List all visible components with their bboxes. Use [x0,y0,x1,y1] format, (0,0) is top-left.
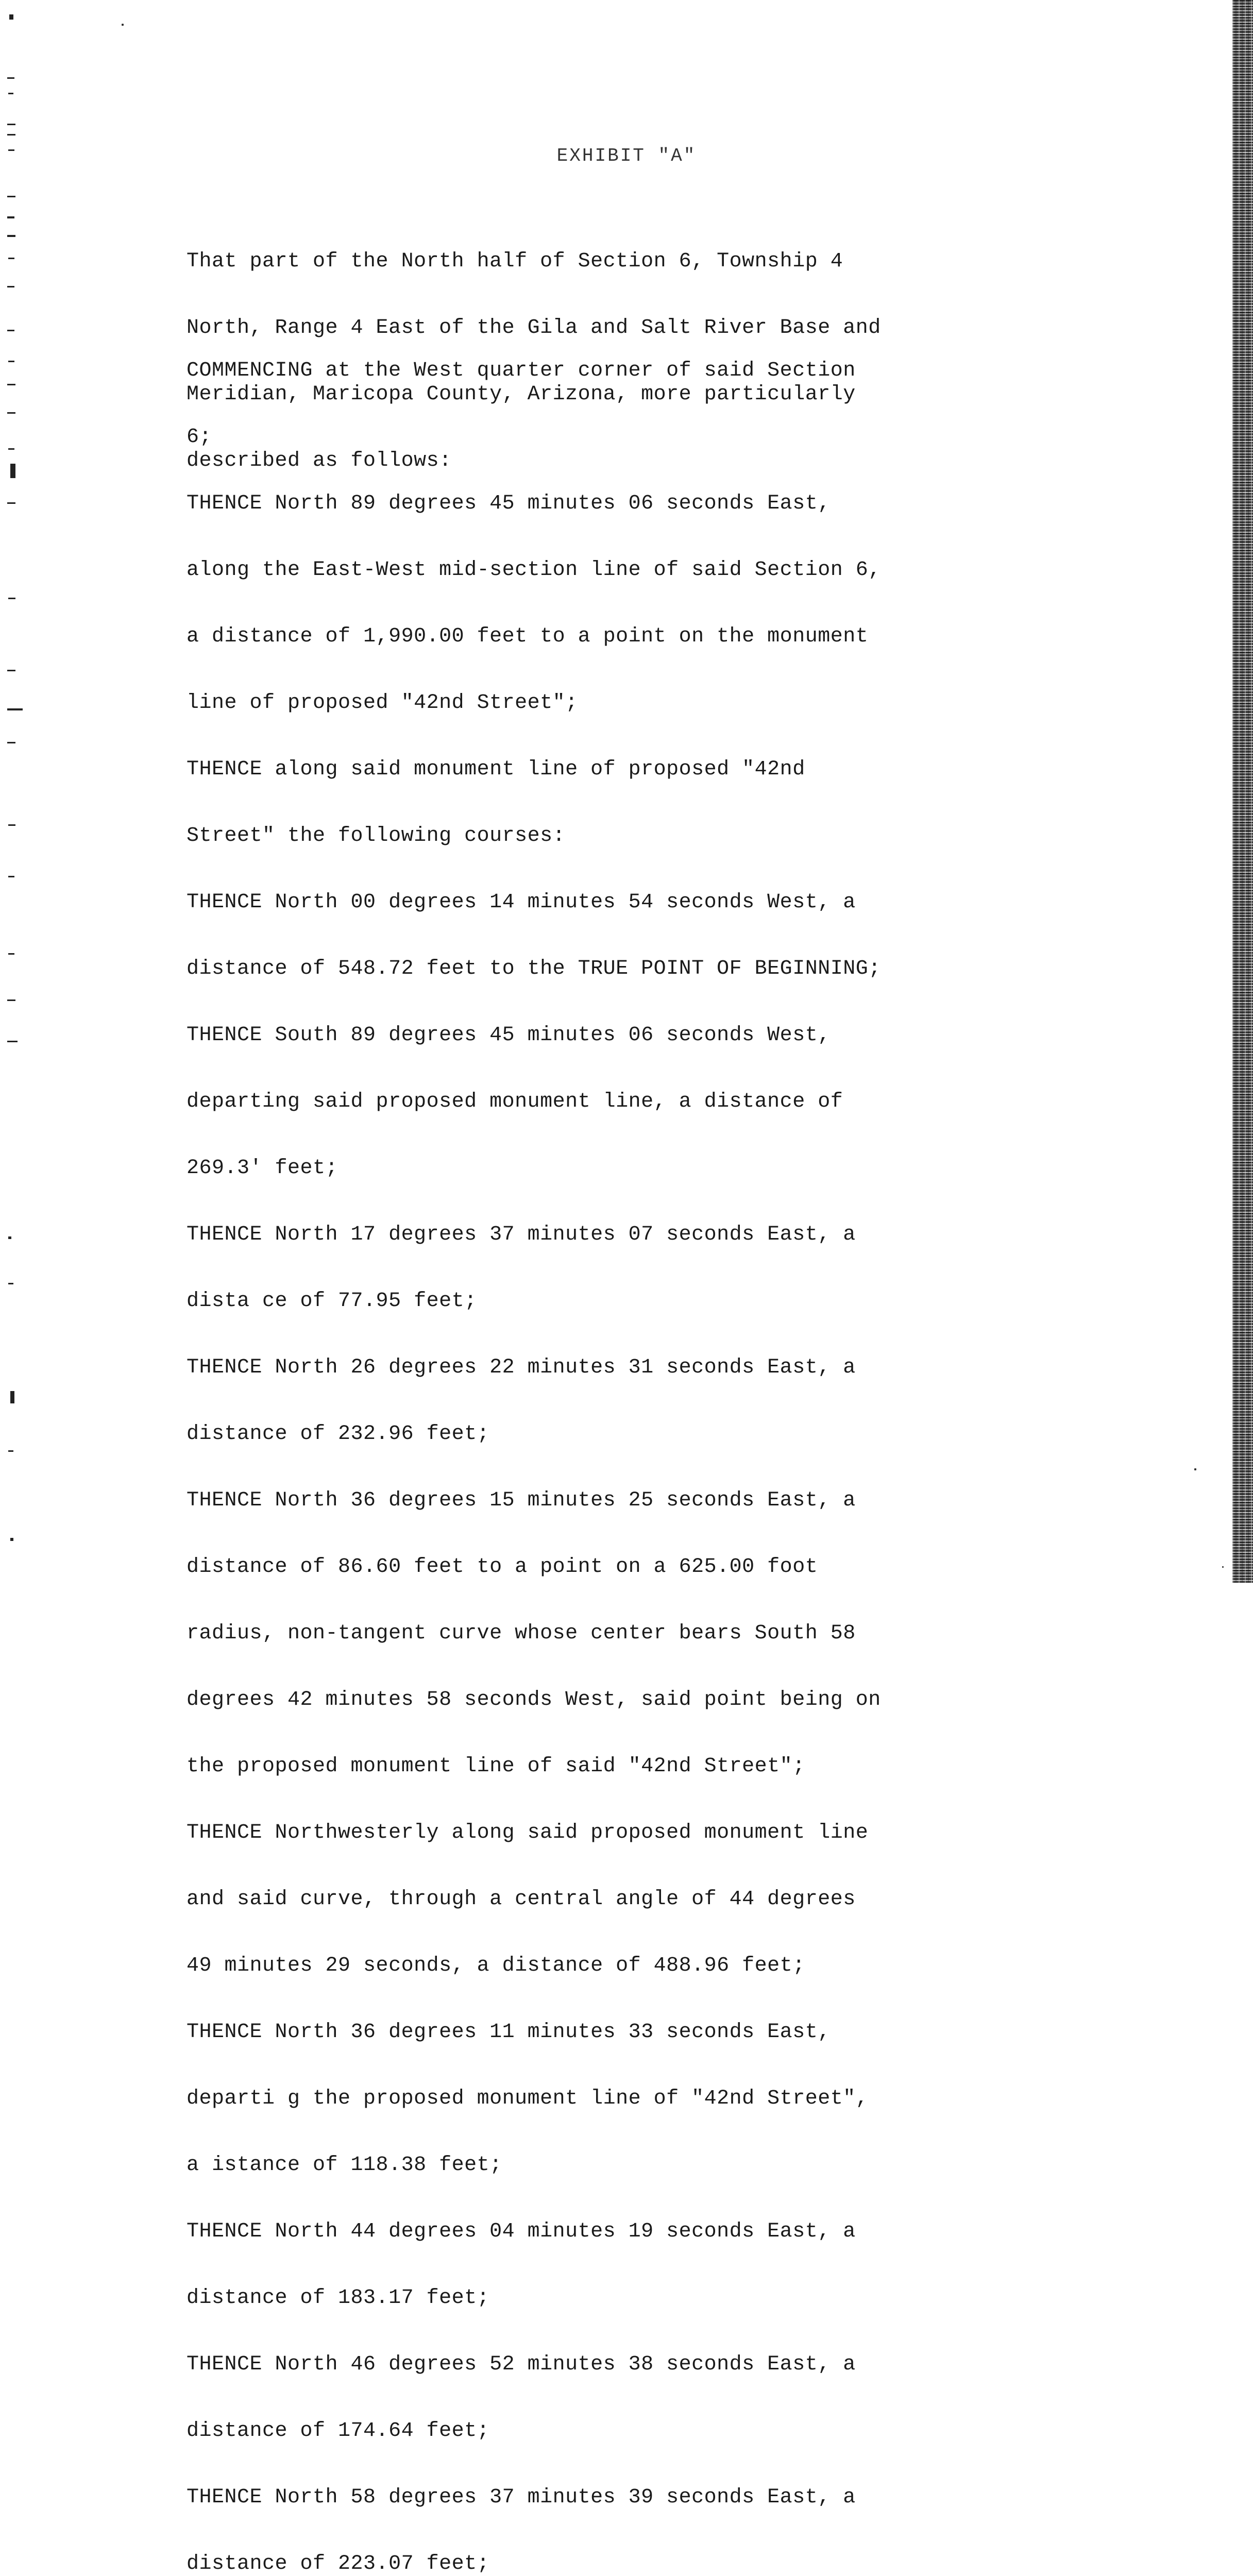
body-line: distance of 86.60 feet to a point on a 625.00 foot [187,1555,818,1579]
body-line: THENCE North 58 degrees 37 minutes 39 seconds East, a [187,2486,856,2509]
body-line: THENCE North 44 degrees 04 minutes 19 seconds East, a [187,2220,856,2243]
body-line: THENCE South 89 degrees 45 minutes 06 seconds West, [187,1024,831,1047]
body-line: THENCE Northwesterly along said proposed monument line [187,1821,869,1844]
body-line: THENCE along said monument line of proposed "42nd [187,758,805,781]
body-line: degrees 42 minutes 58 seconds West, said point being on [187,1688,881,1711]
intro-line: Meridian, Maricopa County, Arizona, more particularly [187,383,856,406]
body-line: distance of 183.17 feet; [187,2286,490,2310]
body-line: THENCE North 46 degrees 52 minutes 38 seconds East, a [187,2353,856,2376]
intro-line: described as follows: [187,449,452,472]
body-line: THENCE North 26 degrees 22 minutes 31 seconds East, a [187,1356,856,1379]
body-line: a distance of 1,990.00 feet to a point on the monument [187,625,869,648]
body-line: THENCE North 89 degrees 45 minutes 06 seconds East, [187,492,831,515]
body-line: COMMENCING at the West quarter corner of said Section [187,359,856,382]
body-line: distance of 548.72 feet to the TRUE POINT OF BEGINNING; [187,957,881,980]
scanner-edge-strip [1232,0,1253,1583]
body-line: radius, non-tangent curve whose center bears South 58 [187,1622,856,1645]
intro-line: North, Range 4 East of the Gila and Salt River Base and [187,316,881,340]
body-line: line of proposed "42nd Street"; [187,691,578,715]
body-line: distance of 232.96 feet; [187,1422,490,1446]
body-line: 6; [187,426,212,449]
body-line: departi g the proposed monument line of "42nd Street", [187,2087,869,2110]
body-line: Street" the following courses: [187,824,566,848]
body-line: THENCE North 36 degrees 11 minutes 33 seconds East, [187,2021,831,2044]
body-line: dista ce of 77.95 feet; [187,1290,477,1313]
body-line: a istance of 118.38 feet; [187,2154,502,2177]
body-line: departing said proposed monument line, a distance of [187,1090,843,1113]
body-line: THENCE North 00 degrees 14 minutes 54 seconds West, a [187,891,856,914]
body-line: 49 minutes 29 seconds, a distance of 488.96 feet; [187,1954,805,1977]
body-line: the proposed monument line of said "42nd Street"; [187,1755,805,1778]
body-line: and said curve, through a central angle of 44 degrees [187,1888,856,1911]
exhibit-title: EXHIBIT "A" [556,145,697,166]
body-line: 269.3' feet; [187,1157,338,1180]
body-line: along the East-West mid-section line of said Section 6, [187,558,881,582]
body-line: THENCE North 17 degrees 37 minutes 07 seconds East, a [187,1223,856,1246]
body-line: distance of 174.64 feet; [187,2419,490,2443]
left-margin-scan-marks [0,0,31,1583]
body-line: THENCE North 36 degrees 15 minutes 25 seconds East, a [187,1489,856,1512]
body-line: distance of 223.07 feet; [187,2552,490,2575]
intro-line: That part of the North half of Section 6, Township 4 [187,250,843,273]
legal-description-body [187,315,990,2576]
